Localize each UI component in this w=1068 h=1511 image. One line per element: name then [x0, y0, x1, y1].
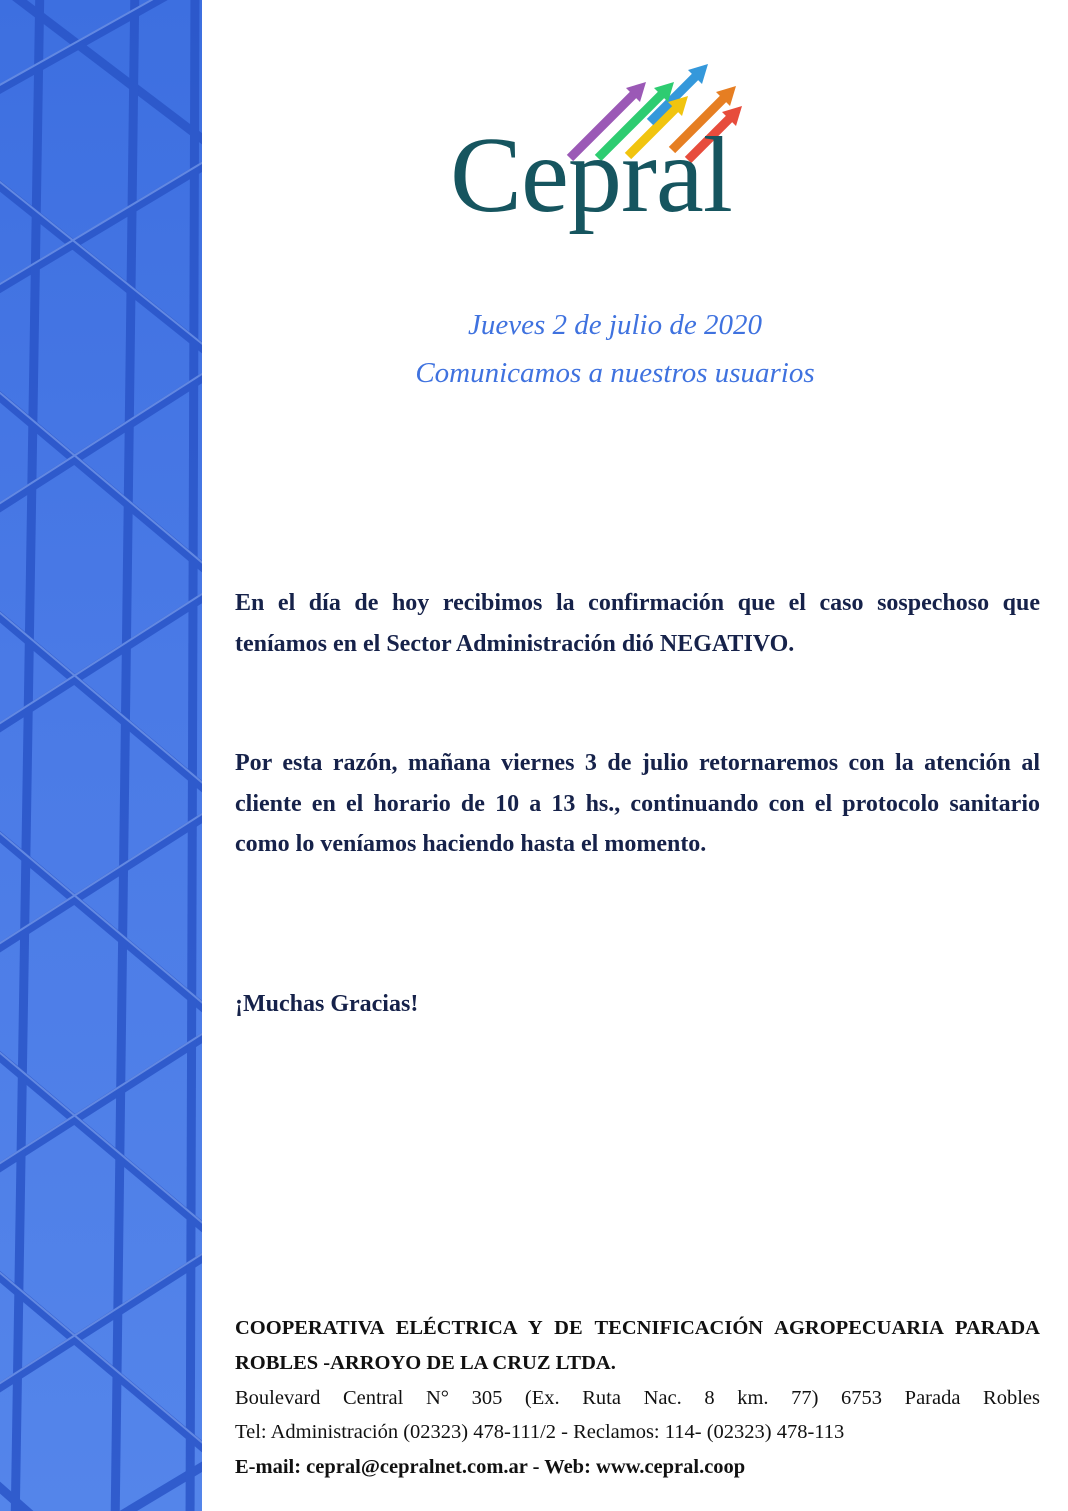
glass-lattice-pattern: [0, 0, 202, 1511]
body-paragraph-2: Por esta razón, mañana viernes 3 de julio retornaremos con la atención al cliente en el horario de 10 a 13 hs., continuando con el protocolo sanitario como lo veníamos haciendo hasta el momento.: [235, 750, 1040, 857]
notice-intro: Comunicamos a nuestros usuarios: [415, 357, 815, 389]
logo-wordmark: Cepral: [450, 116, 732, 235]
footer-contact: E-mail: cepral@cepralnet.com.ar - Web: www.cepral.coop: [235, 1456, 746, 1478]
notice-date: Jueves 2 de julio de 2020: [468, 309, 762, 341]
decorative-sidebar: [0, 0, 202, 1511]
footer-address: Boulevard Central N° 305 (Ex. Ruta Nac. 8 km. 77) 6753 Parada Robles: [235, 1387, 1040, 1409]
closing-line: ¡Muchas Gracias!: [235, 991, 419, 1017]
footer-phones: Tel: Administración (02323) 478-111/2 - Reclamos: 114- (02323) 478-113: [235, 1421, 845, 1443]
body-paragraph-1: En el día de hoy recibimos la confirmación que el caso sospechoso que teníamos en el Sector Administración dió NEGATIVO.: [235, 590, 1040, 657]
footer-organization: COOPERATIVA ELÉCTRICA Y DE TECNIFICACIÓN AGROPECUARIA PARADA ROBLES -ARROYO DE LA CRUZ LTDA.: [235, 1317, 1040, 1374]
cepral-logo: [440, 60, 790, 260]
